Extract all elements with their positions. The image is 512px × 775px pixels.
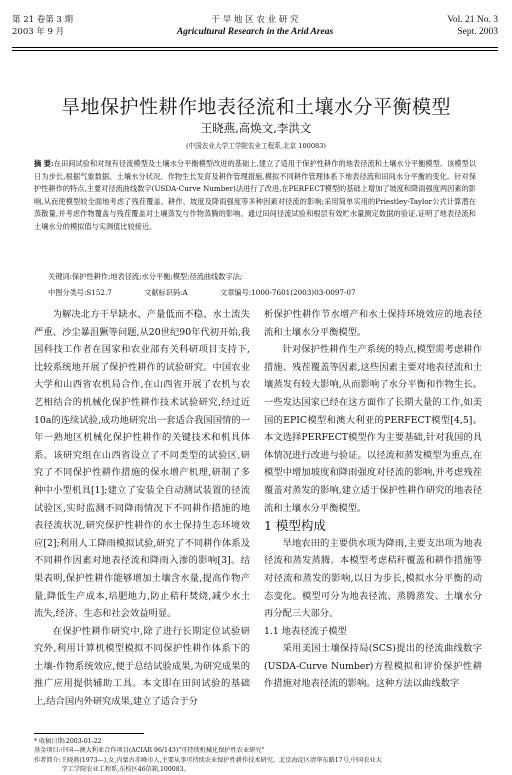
abstract-text: 在田间试验和对现有径流模型及土壤水分平衡模型改进的基础上,建立了适用于保护性耕作的地表径流和土壤水分平衡模型。该模型以日为步长,根据气象数据、土壤水分状况、作物生长发育及耕作管理措施,模拟不同耕作管理体系下地表径流和田间水分平衡的变化。针对保护性耕作的特点,主要对径流曲线数字(USDA-Curve Number)法进行了改进,在PERFECT模型的基础上增加了坡度和降雨强度两因素的影响,从而使模型较全面地考虑了残茬覆盖、耕作、坡度及降雨强度等多种因素对径流的影响;采用简单实用的Priestley-Taylor公式计算潜在蒸散量,并考虑作物覆盖与残茬覆盖对土壤蒸发与作物蒸腾的影响。通过田间径流试验和根层有效贮水量测定数据的验证,证明了地表径流和土壤水分的模拟值与实测值比较接近。 [34,159,477,231]
header-center [12,14,498,38]
body-right-column [264,306,482,693]
abstract [34,158,476,234]
volume-en: Vol. 21 No. 3 [447,15,498,25]
keywords-text: 保护性耕作;地表径流;水分平衡;模型;径流曲线数字法; [72,272,243,281]
body-paragraph: 为解决北方干旱缺水、产量低而不稳、水土流失严重、沙尘暴沮獗等问题,从20世纪90年代初开始,我国科技工作者在国家和农业部有关科研项目支持下,比较系统地开展了保护性耕作的试验研究。中国农业大学和山西省农机局合作,在山西省开展了农机与农艺相结合的机械化保护性耕作技术试验研究,经过近10a的连续试验,成功地研究出一套适合我国国情的一年一熟地区机械化保护性耕作的关键技术和机具体系。该研究组在山西省设立了不同类型的试验区,研究了不同保护性耕作措施的保水增产机理,研制了多种中小型机具[1];建立了安装全自动测试装置的径流试验区,实时监测不同降雨情况下不同耕作措施的地表径流状况,研究保护性耕作的水土保持生态环境效应[2];利用人工降雨模拟试验,研究了不同耕作体系及不同耕作因素对地表径流和降雨入渗的影响[3]。结果表明,保护性耕作能够增加土壤含水量,提高作物产量,降低生产成本,培肥地力,防止秸秆焚烧,减少水土流失,经济、生态和社会效益明显。 [34,309,250,620]
header-rule-bottom [12,50,498,51]
date-en: Sept. 2003 [457,27,498,37]
header-rule-top [12,47,498,48]
keywords-label: 关键词: [48,272,72,281]
document-code: 文献标识码:A [144,288,188,297]
journal-name-cn: 干 旱 地 区 农 业 研 究 [211,15,299,25]
date-cn: 2003 年 9 月 [12,27,65,37]
journal-name-en: Agricultural Research in the Arid Areas [176,27,334,37]
body-left-column [34,306,250,711]
footnote-rule [34,733,144,734]
clc-number: 中图分类号:S152.7 [48,288,112,297]
body-paragraph: 析保护性耕作节水增产和水土保持环境效应的地表径流和土壤水分平衡模型。 [264,309,482,338]
volume-cn: 第 21 卷第 3 期 [12,15,74,25]
body-paragraph: 旱地农田的主要供水项为降雨,主要支出项为地表径流和蒸发蒸腾。本模型考虑秸秆覆盖和耕作措施等对径流和蒸发的影响,以日为步长,模拟水分平衡的动态变化。模型可分为地表径流、蒸腾蒸发、土壤水分再分配三大部分。 [264,537,482,620]
paper-affiliation: (中国农业大学工学院农业工程系,北京 100083) [185,142,326,150]
paper-authors: 王晓燕,高焕文,李洪文 [200,121,312,135]
classification-line [48,288,476,298]
section-heading: 1 模型构成 [264,518,326,534]
footnote-received: * 收稿日期:2003-01-22 [34,738,102,745]
footnotes [34,737,482,775]
abstract-label: 摘 要: [34,159,54,168]
body-paragraph: 针对保护性耕作生产系统的特点,模型需考虑耕作措施、残茬覆盖等因素,这些因素主要对地表径流和土壤蒸发有较大影响,从而影响了水分平衡和作物生长。一些发达国家已经在这方面作了长期大量的工作,如美国的EPIC模型和澳大利亚的PERFECT模型[4,5]。本文选择PERFECT模型作为主要基础,针对我国的具体情况进行改进与验证。以径流和蒸发模型为重点,在模型中增加坡度和降雨强度对径流的影响,并考虑残茬覆盖对蒸发的影响,建立适于保护性耕作研究的地表径流和土壤水分平衡模型。 [264,344,482,514]
subsection-heading: 1.1 地表径流子模型 [264,625,347,637]
footnote-funding: 基金项目:中国—澳大利亚合作项目(ACIAR 96/143)"可持续机械化保护性农业研究" [34,747,265,755]
keywords [48,272,476,282]
body-paragraph: 在保护性耕作研究中,除了进行长期定位试验研究外,利用计算机模型模拟不同保护性耕作体系下的土壤-作物系统效应,便于总结试验成果,为研究成果的推广应用提供辅助工具。本文即在田间试验的基础上,结合国内外研究成果,建立了适合于分 [34,625,250,708]
article-number: 文章编号:1000-7601(2003)03-0097-07 [220,288,356,297]
paper-title: 旱地保护性耕作地表径流和土壤水分平衡模型 [60,96,451,118]
header-right [447,14,498,38]
running-header [12,14,498,48]
body-paragraph: 采用美国土壤保持局(SCS)提出的径流曲线数字(USDA-Curve Number)方程模拟和评价保护性耕作措施对地表径流的影响。这种方法以曲线数字 [264,643,482,690]
footnote-author: 作者简介:王晓燕(1973—),女,内蒙古赤峰市人,主要从事可持续农业保护性耕作技术研究。北京海淀区清华东路17号,中国农业大 [34,756,382,764]
footnote-address: 学工学院农业工程系,东校区46信箱,100083。 [34,766,190,774]
